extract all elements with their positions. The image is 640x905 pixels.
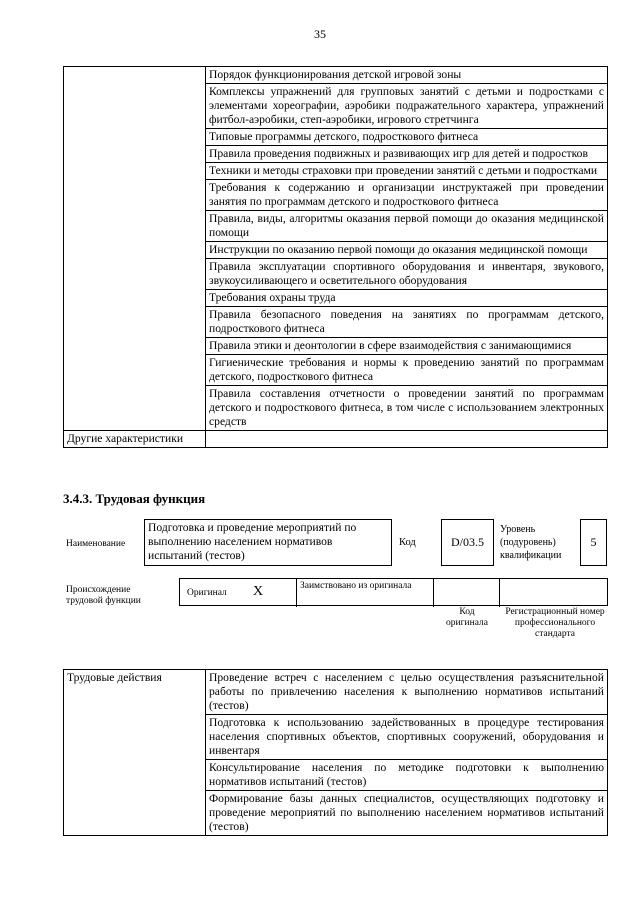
table-row: Правила проведения подвижных и развивающих игр для детей и подростков xyxy=(206,146,608,163)
table-row: Правила, виды, алгоритмы оказания первой помощи до оказания медицинской помощи xyxy=(206,211,608,242)
code-label: Код xyxy=(399,537,416,548)
table-row: Порядок функционирования детской игровой зоны xyxy=(206,67,608,84)
table-row: Инструкции по оказанию первой помощи до оказания медицинской помощи xyxy=(206,242,608,259)
table-row: Техники и методы страховки при проведении занятий с детьми и подростками xyxy=(206,163,608,180)
table-row: Подготовка к использованию задействованных в процедуре тестирования населения спортивных объектов, спортивных сооружений, оборудования и инвентаря xyxy=(206,715,608,760)
table-row: Правила составления отчетности о проведении занятий по программам детского и подросткового фитнеса, в том числе с использованием электронных средств xyxy=(206,386,608,431)
origin-label: Происхождение трудовой функции xyxy=(66,585,141,606)
page-number: 35 xyxy=(314,27,326,41)
table-label-cell xyxy=(64,67,206,431)
table-row: Требования к содержанию и организации инструктажей при проведении занятия по программам детского и подросткового фитнеса xyxy=(206,180,608,211)
level-value: 5 xyxy=(580,519,607,566)
name-label: Наименование xyxy=(66,539,126,549)
knowledge-table xyxy=(63,66,608,448)
code-value: D/03.5 xyxy=(441,519,494,566)
table-row: Комплексы упражнений для групповых занятий с детьми и подростками с элементами хореографии, аэробики подражательного характера, упражнений фитбол-аэробики, степ-аэробики, игрового стретчинга xyxy=(206,84,608,129)
labor-actions-label: Трудовые действия xyxy=(64,670,206,836)
table-row: Правила эксплуатации спортивного оборудования и инвентаря, звукового, звукоусиливающего и осветительного оборудования xyxy=(206,259,608,290)
reg-number-caption: Регистрационный номер профессионального стандарта xyxy=(505,607,605,639)
other-characteristics-label: Другие характеристики xyxy=(64,431,206,448)
table-row: Требования охраны труда xyxy=(206,290,608,307)
table-row: Типовые программы детского, подросткового фитнеса xyxy=(206,129,608,146)
divider xyxy=(296,579,297,607)
other-characteristics-value xyxy=(206,431,608,448)
table-row: Формирование базы данных специалистов, осуществляющих подготовку и проведение мероприятий по выполнению населением нормативов испытаний (тестов) xyxy=(206,791,608,836)
name-value: Подготовка и проведение мероприятий по выполнению населением нормативов испытаний (тестов) xyxy=(144,519,392,566)
table-row: Правила этики и деонтологии в сфере взаимодействия с занимающимися xyxy=(206,338,608,355)
table-row: Гигиенические требования и нормы к проведению занятий по программам детского, подросткового фитнеса xyxy=(206,355,608,386)
original-label: Оригинал xyxy=(187,588,227,598)
table-row: Консультирование населения по методике подготовки к выполнению нормативов испытаний (тестов) xyxy=(206,760,608,791)
code-original-caption: Код оригинала xyxy=(446,607,488,628)
divider xyxy=(433,579,434,607)
table-row: Проведение встреч с населением с целью осуществления разъяснительной работы по привлечению населения к выполнению нормативов испытаний (тестов) xyxy=(206,670,608,715)
level-label: Уровень (подуровень) квалификации xyxy=(500,524,562,561)
section-title: 3.4.3. Трудовая функция xyxy=(63,491,206,506)
divider xyxy=(499,579,500,607)
table-row: Правила безопасного поведения на занятиях по программам детского, подросткового фитнеса xyxy=(206,307,608,338)
labor-actions-table xyxy=(63,669,608,836)
original-mark: X xyxy=(253,584,264,599)
borrowed-label: Заимствовано из оригинала xyxy=(300,581,412,591)
